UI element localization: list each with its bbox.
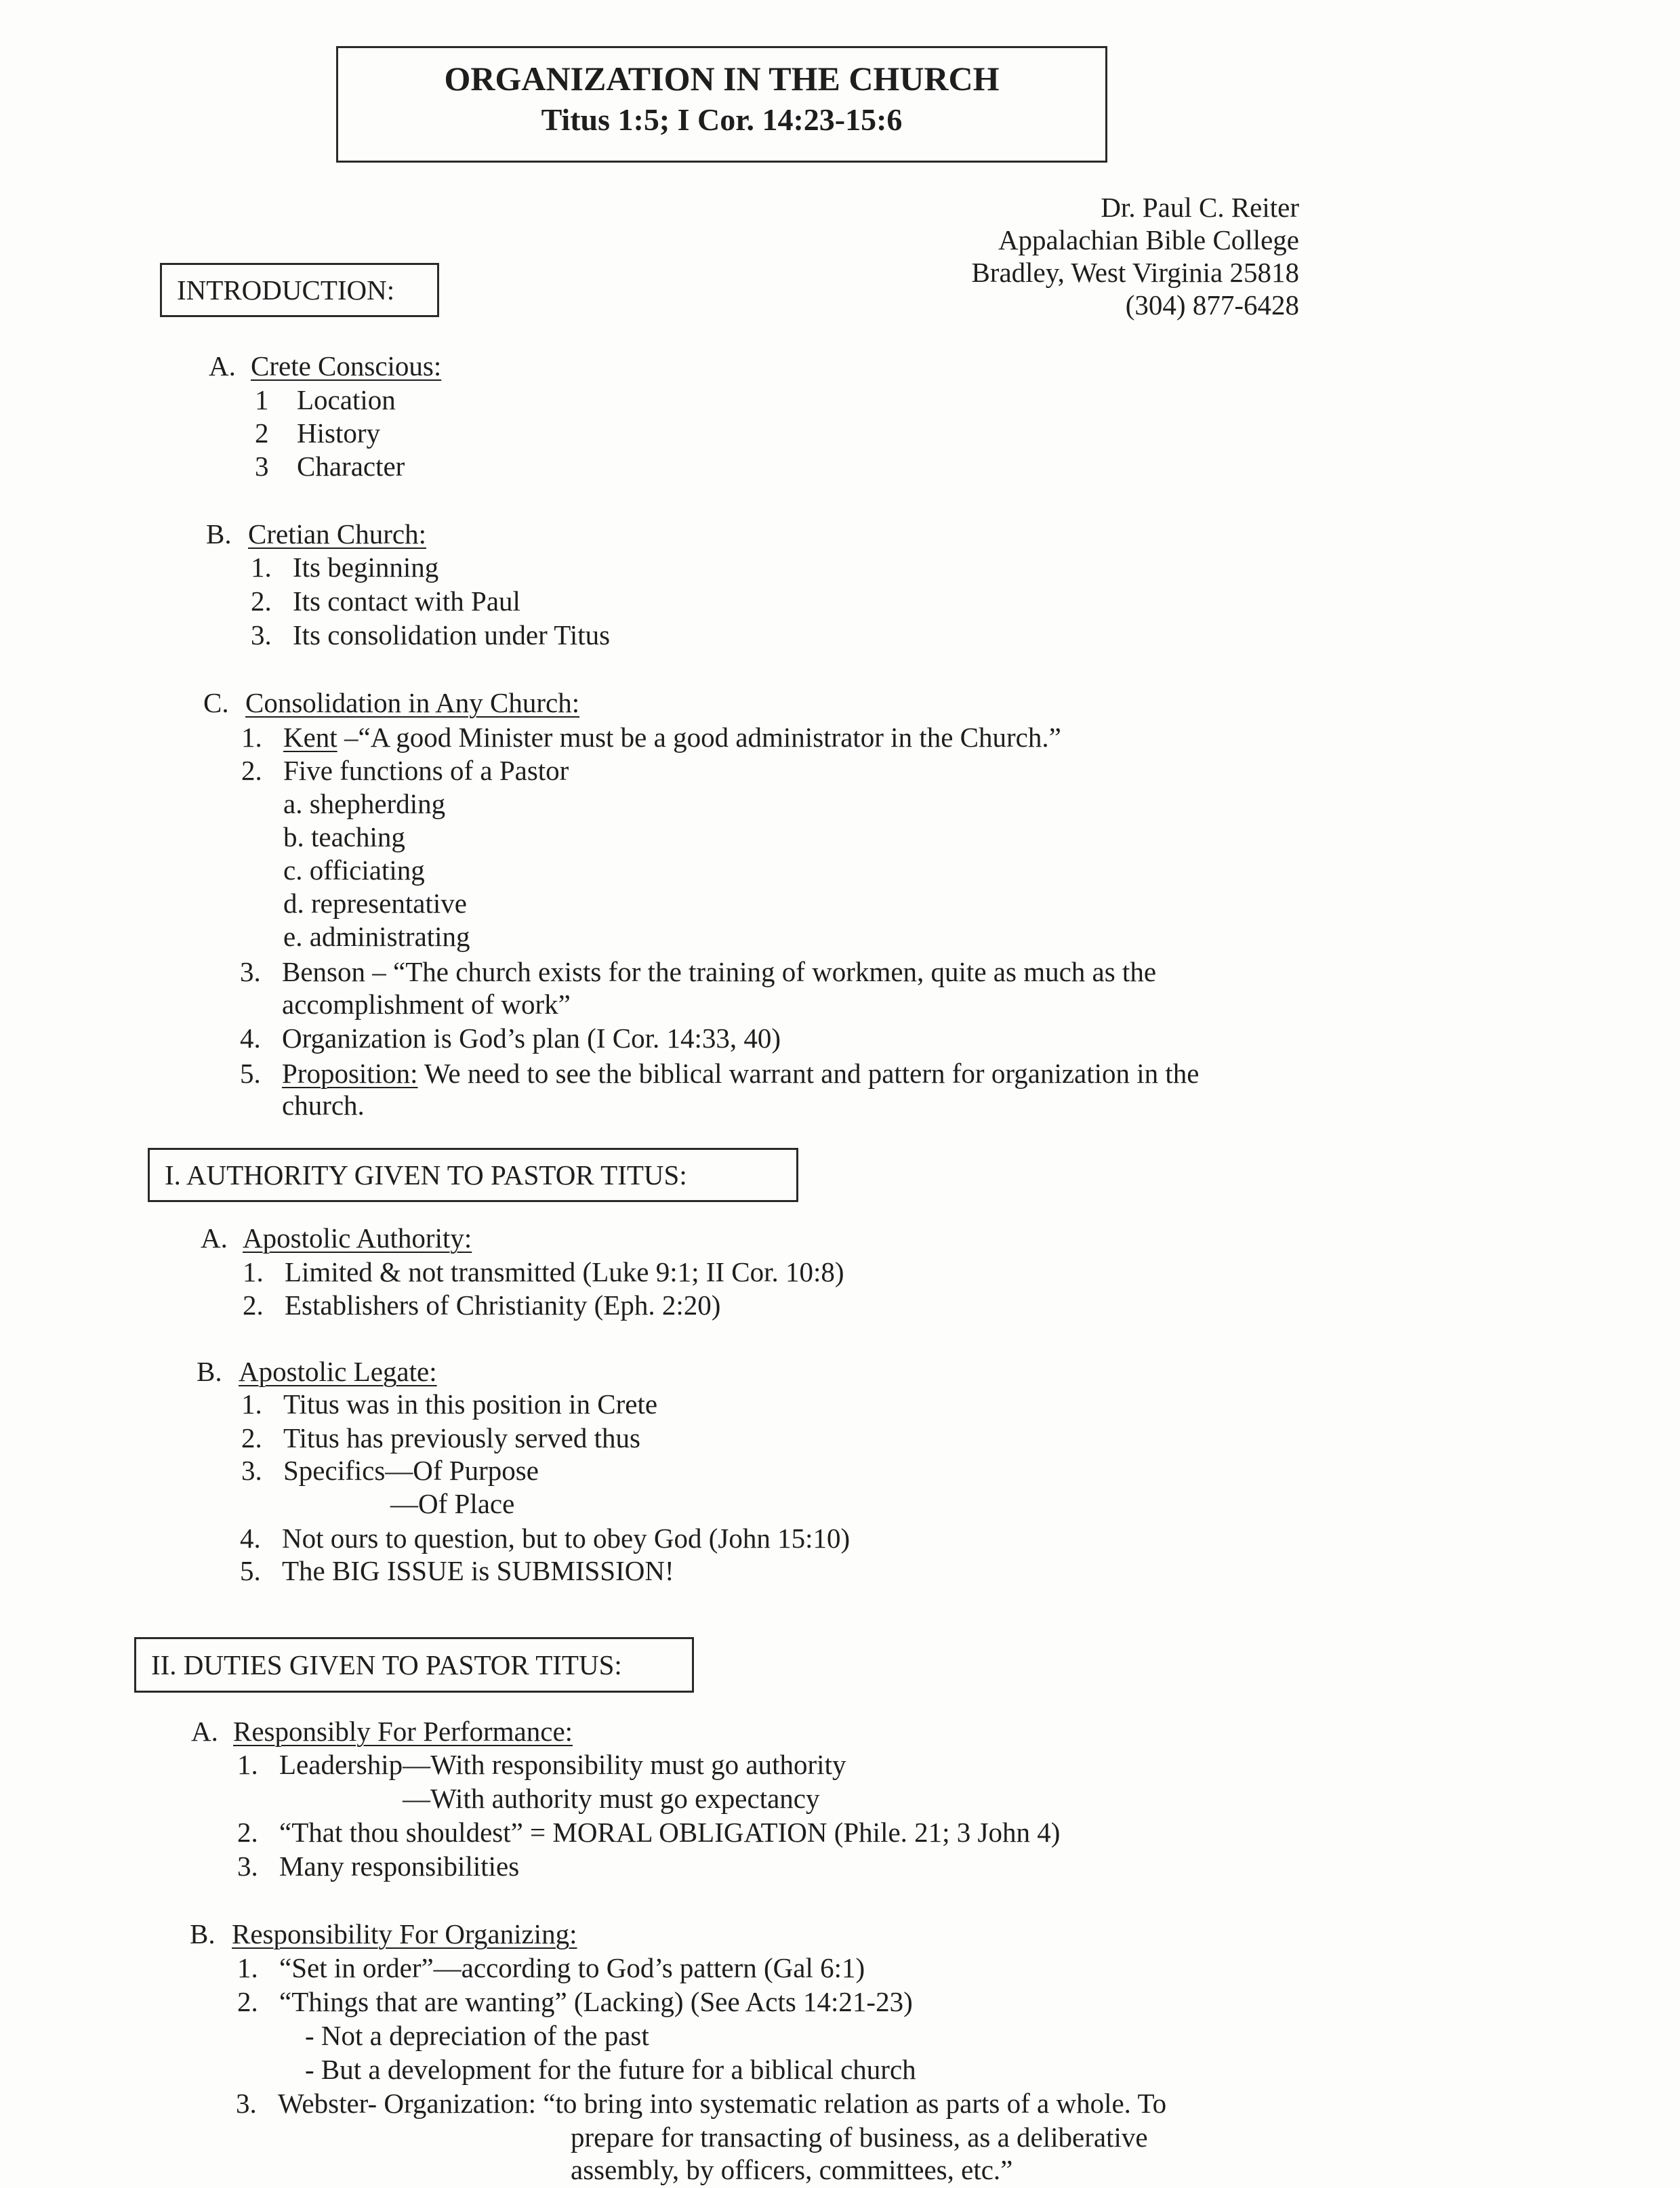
list-item: 2. Five functions of a Pastor [241, 755, 569, 786]
list-item: 1. Limited & not transmitted (Luke 9:1; II Cor. 10:8) [243, 1256, 844, 1287]
list-item-cont: —Of Place [390, 1488, 515, 1519]
section-1-a-title: Apostolic Authority: [243, 1222, 472, 1254]
list-item: 3. Its consolidation under Titus [251, 619, 611, 651]
section-2-b-heading: B. Responsibility For Organizing: [190, 1918, 577, 1949]
intro-c-heading: C. Consolidation in Any Church: [203, 687, 580, 718]
section-1-heading [148, 1148, 798, 1202]
section-2-a-title: Responsibly For Performance: [233, 1716, 573, 1747]
list-item: b. teaching [283, 821, 405, 852]
list-item: 4. Not ours to question, but to obey God (John 15:10) [240, 1523, 851, 1554]
list-item: 1. Its beginning [251, 552, 439, 583]
list-item: 3. Webster- Organization: “to bring into systematic relation as parts of a whole. To [236, 2088, 1167, 2119]
list-item: 3. Benson – “The church exists for the training of workmen, quite as much as the [240, 956, 1157, 987]
college-name: Appalachian Bible College [998, 224, 1299, 255]
list-item: 1. Titus was in this position in Crete [241, 1388, 658, 1420]
section-1-b-title: Apostolic Legate: [239, 1356, 437, 1387]
section-2-heading [134, 1637, 694, 1693]
list-item: 4. Organization is God’s plan (I Cor. 14:33, 40) [240, 1023, 781, 1054]
list-item: 2. “That thou shouldest” = MORAL OBLIGATION (Phile. 21; 3 John 4) [237, 1817, 1061, 1848]
list-item: 2 History [255, 417, 380, 449]
list-item-cont: church. [282, 1090, 365, 1121]
author-name: Dr. Paul C. Reiter [1101, 192, 1299, 223]
list-item: 2. “Things that are wanting” (Lacking) (See Acts 14:21-23) [237, 1986, 913, 2017]
intro-heading [160, 263, 439, 317]
list-item: 3 Character [255, 451, 405, 482]
section-1-b-heading: B. Apostolic Legate: [197, 1356, 437, 1387]
list-item-cont: - But a development for the future for a biblical church [305, 2054, 916, 2085]
list-item-cont: prepare for transacting of business, as a deliberative [571, 2122, 1148, 2153]
list-item: 1. Leadership—With responsibility must go authority [237, 1749, 846, 1780]
list-item: 1 Location [255, 384, 396, 415]
section-2-a-heading: A. Responsibly For Performance: [191, 1716, 573, 1747]
list-item: 2. Its contact with Paul [251, 585, 520, 617]
section-1-heading-text: I. AUTHORITY GIVEN TO PASTOR TITUS: [165, 1159, 687, 1191]
list-item: e. administrating [283, 921, 470, 952]
list-item: 5. Proposition: We need to see the biblical warrant and pattern for organization in the [240, 1058, 1200, 1089]
contact-block [971, 191, 1299, 321]
list-item: 2. Titus has previously served thus [241, 1422, 640, 1453]
list-item: d. representative [283, 888, 467, 919]
list-item-cont: - Not a depreciation of the past [305, 2020, 649, 2051]
list-item: 3. Specifics—Of Purpose [241, 1455, 539, 1486]
section-2-b-title: Responsibility For Organizing: [232, 1918, 577, 1949]
phone: (304) 877-6428 [1125, 289, 1299, 321]
list-item: 3. Many responsibilities [237, 1851, 520, 1882]
intro-a-title: Crete Conscious: [251, 350, 442, 381]
intro-c-title: Consolidation in Any Church: [245, 687, 580, 718]
intro-b-heading: B. Cretian Church: [206, 518, 427, 550]
list-item: 2. Establishers of Christianity (Eph. 2:20) [243, 1289, 721, 1321]
list-item: 1. “Set in order”—according to God’s pattern (Gal 6:1) [237, 1952, 865, 1983]
section-2-heading-text: II. DUTIES GIVEN TO PASTOR TITUS: [151, 1649, 622, 1680]
list-item-cont: —With authority must go expectancy [403, 1783, 820, 1814]
list-item: a. shepherding [283, 788, 446, 819]
list-item: c. officiating [283, 854, 425, 886]
title-box [336, 46, 1107, 163]
page-subtitle: Titus 1:5; I Cor. 14:23-15:6 [541, 102, 903, 137]
list-item-cont: accomplishment of work” [282, 989, 571, 1020]
intro-a-heading: A. Crete Conscious: [209, 350, 442, 381]
list-item: 5. The BIG ISSUE is SUBMISSION! [240, 1555, 674, 1586]
page-title: ORGANIZATION IN THE CHURCH [444, 60, 1000, 98]
section-1-a-heading: A. Apostolic Authority: [201, 1222, 472, 1254]
list-item: 1. Kent –“A good Minister must be a good administrator in the Church.” [241, 722, 1061, 753]
intro-b-title: Cretian Church: [248, 518, 427, 550]
intro-heading-text: INTRODUCTION: [177, 274, 395, 306]
address: Bradley, West Virginia 25818 [971, 257, 1299, 288]
list-item-cont: assembly, by officers, committees, etc.” [571, 2154, 1013, 2185]
